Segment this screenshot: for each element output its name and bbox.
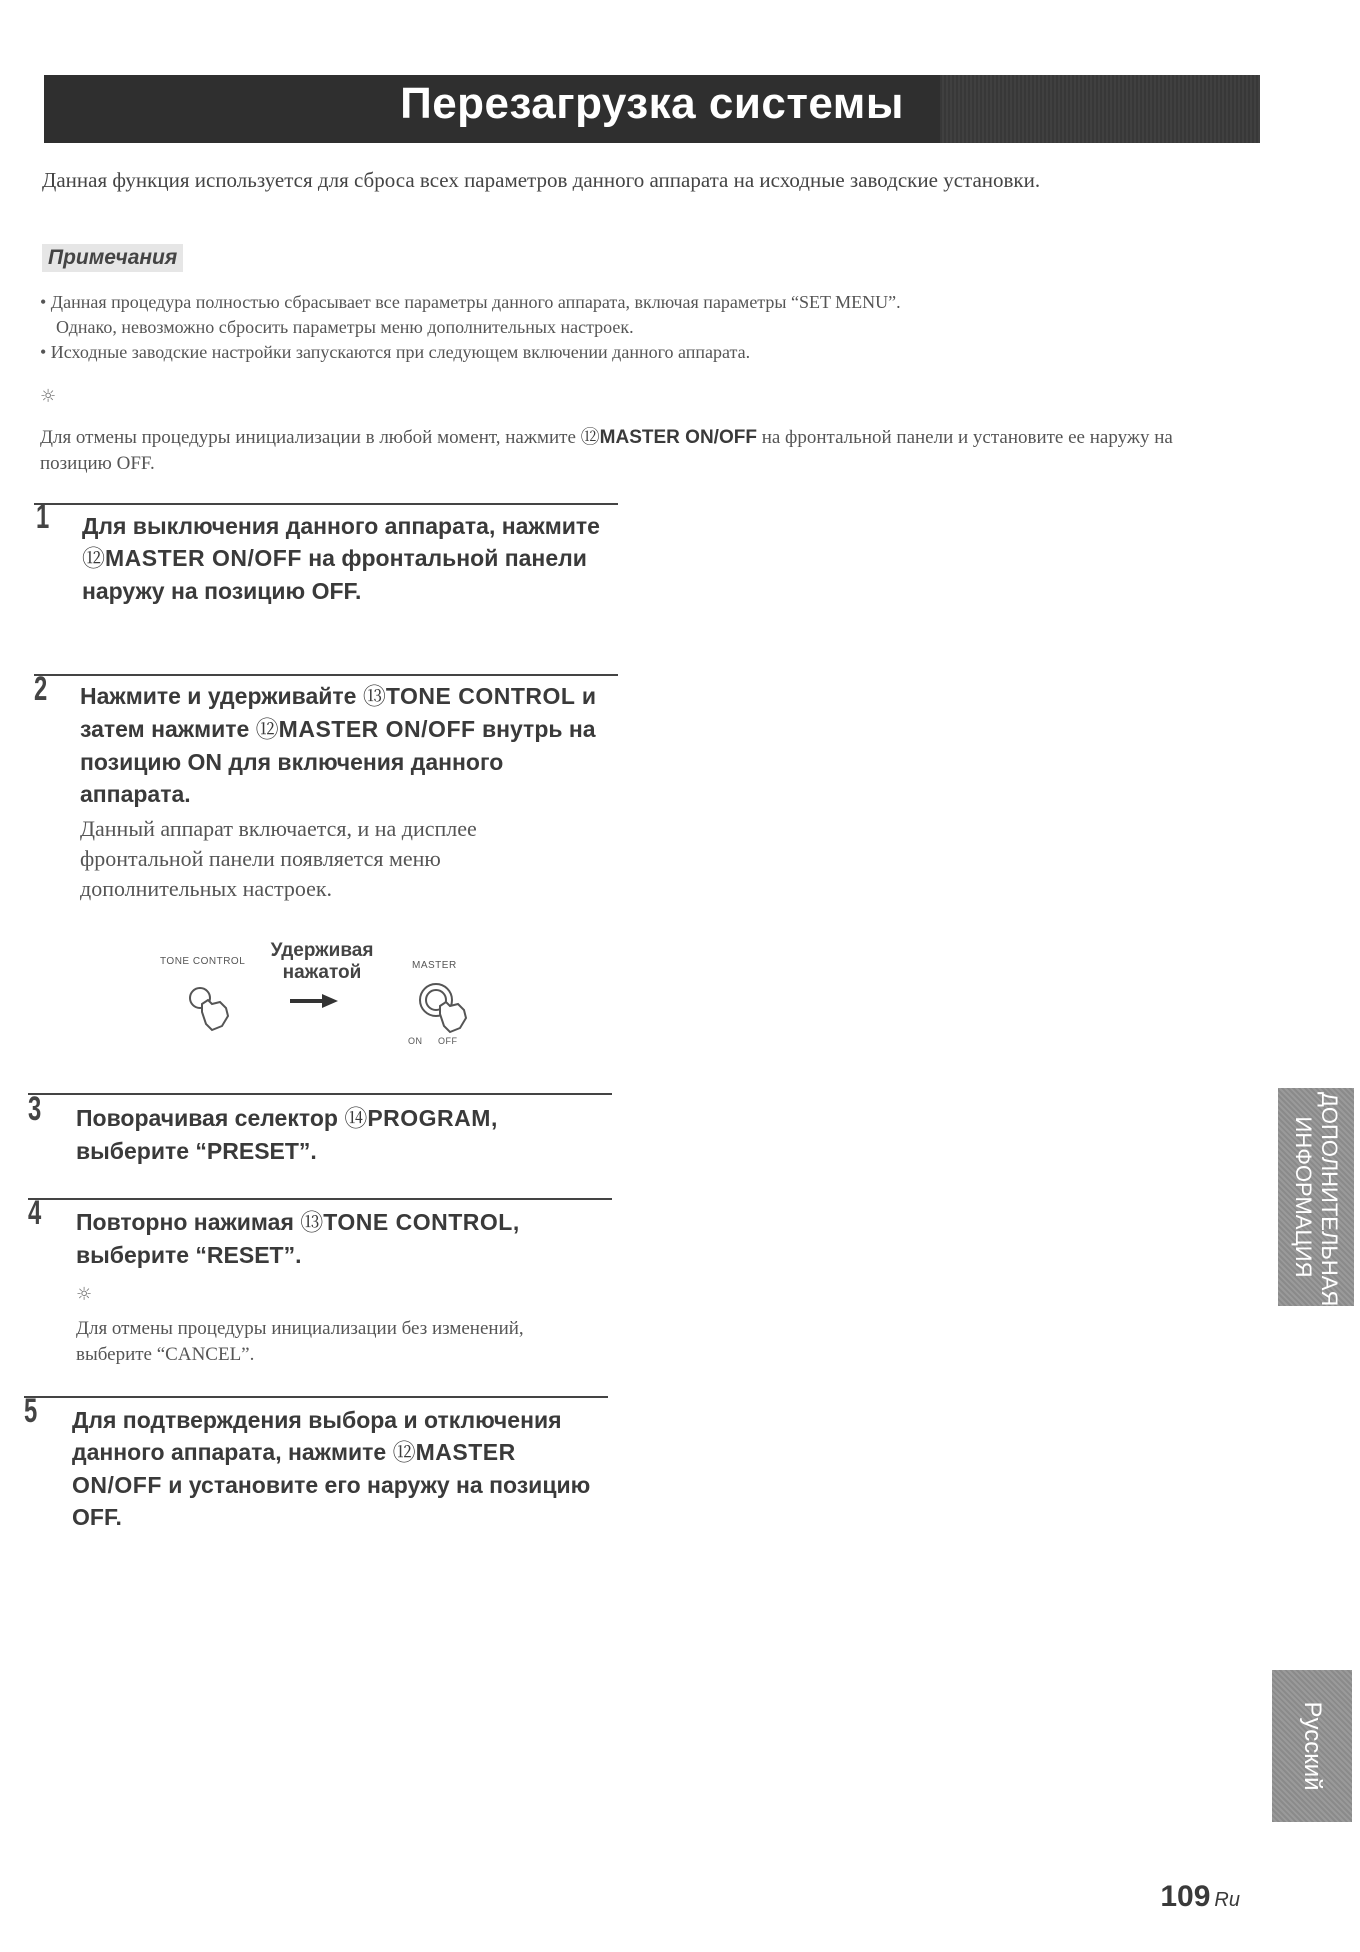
note-item: Однако, невозможно сбросить параметры меню дополнительных настроек.	[56, 317, 634, 337]
step-instruction	[82, 510, 622, 607]
step-text: Повторно нажимая	[76, 1209, 301, 1235]
step-text: Для подтверждения выбора и отключения данного аппарата, нажмите	[72, 1407, 562, 1465]
step-text: , выберите “PRESET”.	[76, 1105, 498, 1164]
side-tab-info-label: ДОПОЛНИТЕЛЬНАЯ ИНФОРМАЦИЯ	[1291, 1092, 1342, 1307]
step-text: и затем нажмите	[80, 683, 596, 742]
step-text: Поворачивая селектор	[76, 1105, 345, 1131]
side-tab-info	[1278, 1088, 1354, 1306]
control-number: ⑭	[344, 1106, 368, 1132]
step-number: 4	[28, 1194, 42, 1232]
control-number: ⑫	[580, 426, 600, 448]
notes-heading: Примечания	[42, 244, 183, 272]
control-number: ⑬	[300, 1210, 324, 1236]
control-name: PROGRAM	[367, 1105, 491, 1131]
control-name: MASTER ON/OFF	[278, 716, 476, 742]
step-instruction	[76, 1102, 616, 1167]
intro-paragraph: Данная функция используется для сброса всех параметров данного аппарата на исходные заводские установки.	[42, 168, 1041, 192]
control-name: MASTER ON/OFF	[105, 545, 302, 571]
page-title: Перезагрузка системы	[400, 79, 904, 128]
control-name: TONE CONTROL	[385, 683, 576, 709]
step-tip: Для отмены процедуры инициализации без изменений, выберите “CANCEL”.	[76, 1318, 524, 1365]
step-number: 2	[34, 670, 48, 708]
on-label: ON	[408, 1036, 423, 1046]
press-master-icon	[406, 974, 486, 1044]
hold-label: Удерживая нажатой	[270, 940, 374, 983]
note-item: • Исходные заводские настройки запускаются при следующем включении данного аппарата.	[40, 342, 751, 362]
page-number-value: 109	[1160, 1880, 1211, 1913]
step-text: и установите его наружу на позицию OFF.	[72, 1472, 591, 1530]
step-divider	[24, 1396, 608, 1398]
step-instruction	[72, 1404, 592, 1533]
press-tone-control-icon	[180, 976, 240, 1046]
page-number	[1160, 1880, 1240, 1914]
step-number: 3	[28, 1090, 42, 1128]
step-text: на фронтальной панели наружу на позицию OFF.	[82, 545, 587, 604]
control-number: ⑫	[255, 717, 279, 743]
notes-list	[40, 290, 1240, 365]
control-number: ⑫	[392, 1440, 416, 1466]
step-divider	[34, 503, 618, 505]
page-language-suffix: Ru	[1214, 1889, 1240, 1911]
control-number: ⑫	[82, 546, 105, 572]
title-bar	[44, 75, 1260, 143]
step-number: 5	[24, 1392, 38, 1430]
step-instruction	[80, 680, 600, 810]
control-number: ⑬	[362, 684, 386, 710]
step-text: Нажмите и удерживайте	[80, 683, 363, 709]
tip-text: на фронтальной панели и установите ее наружу на позицию OFF.	[40, 427, 1173, 474]
step-divider	[28, 1093, 612, 1095]
master-label: MASTER	[412, 960, 457, 971]
step-text: Для выключения данного аппарата, нажмите	[82, 513, 600, 539]
step-text: внутрь на позицию ON для включения данного аппарата.	[80, 716, 596, 807]
tip-icon: ☼	[76, 1284, 93, 1305]
control-name: MASTER ON/OFF	[599, 427, 757, 448]
arrow-right-icon	[288, 992, 342, 1010]
step-number: 1	[36, 498, 50, 536]
step-divider	[34, 674, 618, 676]
off-label: OFF	[438, 1036, 458, 1046]
step-description: Данный аппарат включается, и на дисплее фронтальной панели появляется меню дополнительных настроек.	[80, 816, 477, 901]
note-item: • Данная процедура полностью сбрасывает все параметры данного аппарата, включая параметры “SET MENU”.	[40, 292, 901, 312]
tone-control-label: TONE CONTROL	[160, 956, 246, 967]
control-name: TONE CONTROL	[323, 1209, 513, 1235]
control-name: MASTER ON/OFF	[72, 1439, 516, 1498]
step-divider	[28, 1198, 612, 1200]
tip-icon: ☼	[40, 386, 57, 407]
side-tab-language	[1272, 1670, 1352, 1822]
tip-paragraph	[40, 424, 1240, 477]
control-ref	[581, 427, 757, 448]
step-instruction	[76, 1206, 616, 1271]
side-tab-language-label: Русский	[1299, 1701, 1326, 1791]
step-text: , выберите “RESET”.	[76, 1209, 520, 1268]
tip-text: Для отмены процедуры инициализации в любой момент, нажмите	[40, 427, 581, 448]
illustration	[160, 940, 500, 1050]
